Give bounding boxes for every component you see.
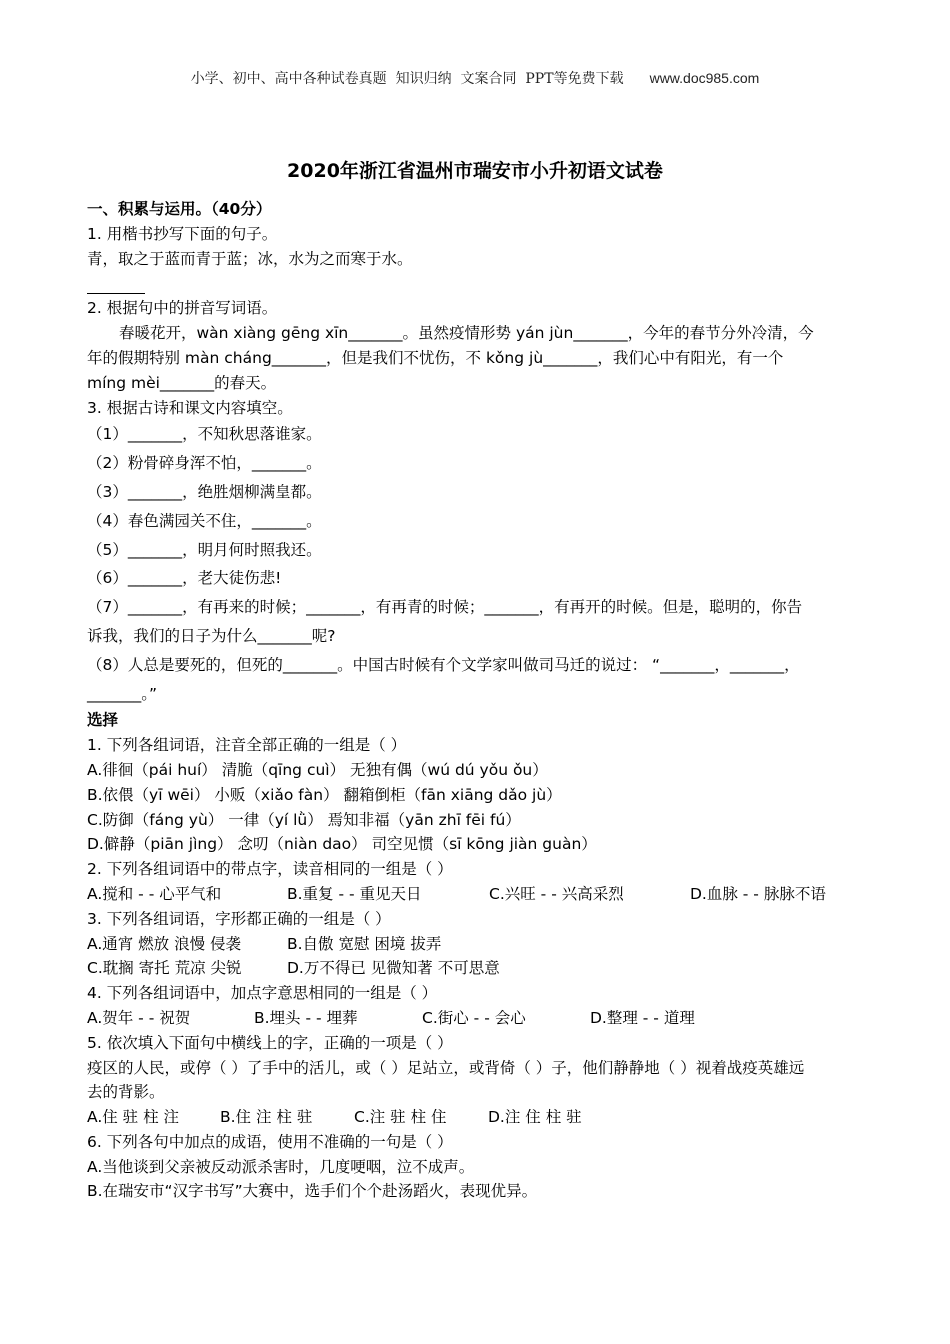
fill-item: （6）_______，老大徒伤悲! (87, 569, 282, 588)
question-prompt: 1. 用楷书抄写下面的句子。 (87, 224, 278, 243)
option-c[interactable]: C.注 驻 柱 住 (354, 1108, 447, 1127)
option-a[interactable]: A.通宵 燃放 浪慢 侵袭 (87, 934, 242, 953)
question-prompt: 2. 下列各组词语中的带点字，读音相同的一组是（ ） (87, 860, 453, 879)
fill-item-continued: _______。” (87, 684, 158, 703)
document-body (87, 197, 863, 1204)
answer-blank[interactable] (87, 271, 145, 294)
fill-item: （8）人总是要死的，但死的_______。中国古时候有个文学家叫做司马迁的说过： “_______，_______， (87, 655, 800, 674)
option-d[interactable]: D.注 住 柱 驻 (488, 1108, 582, 1127)
option-a[interactable]: A.住 驻 柱 注 (87, 1108, 180, 1127)
question-text: 春暖花开，wàn xiàng gēng xīn_______。虽然疫情形势 yán jùn_______，今年的春节分外冷清，今 (119, 324, 814, 343)
question-prompt: 6. 下列各句中加点的成语，使用不准确的一句是（ ） (87, 1132, 453, 1151)
fill-item: （3）_______，绝胜烟柳满皇都。 (87, 482, 322, 501)
option-row (87, 1105, 863, 1130)
option-d[interactable]: D.僻静（piān jìng） 念叨（niàn dao） 司空见惯（sī kōng jiàn guàn） (87, 835, 597, 854)
fill-item: （7）_______，有再来的时候；_______，有再青的时候；_______，有再开的时候。但是，聪明的，你告 (87, 598, 803, 617)
fill-item: （1）_______，不知秋思落谁家。 (87, 425, 322, 444)
option-row (87, 956, 863, 981)
page-header (0, 68, 950, 88)
option-d[interactable]: D.万不得已 见微知著 不可思意 (287, 959, 500, 978)
option-row (87, 932, 863, 957)
option-a[interactable]: A.当他谈到父亲被反动派杀害时，几度哽咽，泣不成声。 (87, 1157, 475, 1176)
document-title: 2020年浙江省温州市瑞安市小升初语文试卷 (287, 160, 663, 182)
option-d[interactable]: D.血脉 - - 脉脉不语 (690, 884, 826, 903)
option-b[interactable]: B.依偎（yī wēi） 小贩（xiǎo fàn） 翻箱倒柜（fān xiāng dǎo jù） (87, 785, 562, 804)
question-prompt: 3. 下列各组词语，字形都正确的一组是（ ） (87, 909, 391, 928)
option-b[interactable]: B.住 注 柱 驻 (220, 1108, 313, 1127)
question-prompt: 5. 依次填入下面句中横线上的字，正确的一项是（ ） (87, 1033, 453, 1052)
question-text: 年的假期特别 màn cháng_______，但是我们不忧伤，不 kǒng jù_______，我们心中有阳光，有一个 (87, 348, 784, 367)
section-heading: 一、积累与运用。（40分） (87, 200, 272, 218)
option-c[interactable]: C.街心 - - 会心 (422, 1008, 526, 1027)
option-b[interactable]: B.在瑞安市“汉字书写”大赛中，选手们个个赴汤蹈火，表现优异。 (87, 1182, 538, 1201)
fill-item: （5）_______，明月何时照我还。 (87, 540, 322, 559)
question-prompt: 3. 根据古诗和课文内容填空。 (87, 398, 293, 417)
option-a[interactable]: A.徘徊（pái huí） 清脆（qīng cuì） 无独有偶（wú dú yǒu ǒu） (87, 760, 548, 779)
question-text: míng mèi_______的春天。 (87, 373, 277, 392)
question-text: 疫区的人民，或停（ ）了手中的活儿，或（ ）足站立，或背倚（ ）子，他们静静地（ ）视着战疫英雄远 (87, 1058, 805, 1077)
option-b[interactable]: B.重复 - - 重见天日 (287, 884, 422, 903)
option-a[interactable]: A.搅和 - - 心平气和 (87, 884, 222, 903)
option-c[interactable]: C.防御（fáng yù） 一律（yí lǜ） 焉知非福（yān zhī fēi fú） (87, 810, 521, 829)
question-text: 青，取之于蓝而青于蓝；冰，水为之而寒于水。 (87, 249, 413, 268)
question-prompt: 4. 下列各组词语中，加点字意思相同的一组是（ ） (87, 984, 438, 1003)
header-site-link[interactable]: www.doc985.com (649, 70, 760, 86)
question-prompt: 1. 下列各组词语，注音全部正确的一组是（ ） (87, 736, 407, 755)
question-text: 去的背影。 (87, 1083, 165, 1102)
option-c[interactable]: C.耽搁 寄托 荒凉 尖锐 (87, 959, 242, 978)
option-row (87, 882, 863, 907)
fill-item: （4）春色满园关不住，_______。 (87, 511, 322, 530)
option-c[interactable]: C.兴旺 - - 兴高采烈 (489, 884, 624, 903)
section-heading: 选择 (87, 711, 119, 730)
fill-item: （2）粉骨碎身浑不怕，_______。 (87, 454, 322, 473)
option-b[interactable]: B.自傲 宽慰 困境 拔弄 (287, 934, 442, 953)
header-text: 小学、初中、高中各种试卷真题 知识归纳 文案合同 PPT等免费下载 (190, 71, 624, 87)
option-b[interactable]: B.埋头 - - 埋葬 (254, 1008, 358, 1027)
option-row (87, 1006, 863, 1031)
fill-item-continued: 诉我，我们的日子为什么_______呢? (87, 626, 336, 645)
option-a[interactable]: A.贺年 - - 祝贺 (87, 1008, 191, 1027)
question-prompt: 2. 根据句中的拼音写词语。 (87, 299, 278, 318)
option-d[interactable]: D.整理 - - 道理 (590, 1008, 695, 1027)
